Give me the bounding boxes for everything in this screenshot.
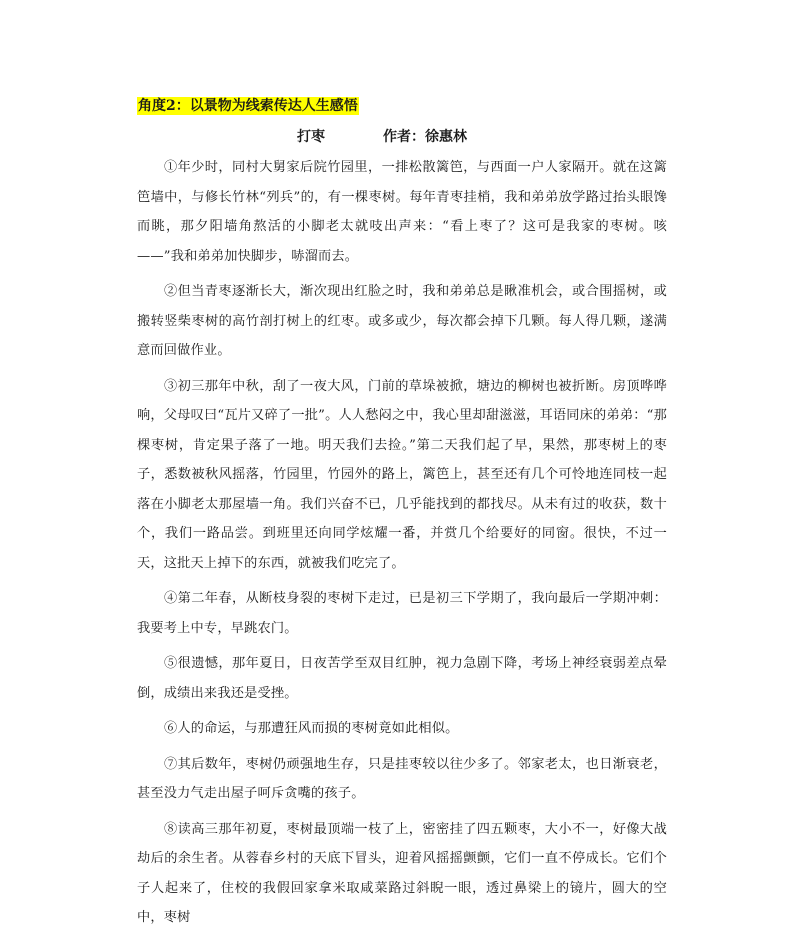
article-title: 打枣 <box>297 129 325 145</box>
paragraph: ⑦其后数年，枣树仍顽强地生存，只是挂枣较以往少多了。邻家老太，也日渐衰老，甚至没力气走出屋子呵斥贪嘴的孩子。 <box>137 756 667 801</box>
section-heading: 角度2：以景物为线索传达人生感悟 <box>138 98 358 114</box>
paragraph: ⑥人的命运，与那遭狂风而损的枣树竟如此相似。 <box>164 721 459 736</box>
article-author: 作者：徐惠林 <box>383 129 467 145</box>
paragraph: ①年少时，同村大舅家后院竹园里，一排松散篱笆，与西面一户人家隔开。就在这篱笆墙中，与修长竹林“列兵”的，有一棵枣树。每年青枣挂梢，我和弟弟放学路过抬头眼馋而眺，那夕阳墙角熬活的小脚老太就吱出声来：“看上枣了？这可是我家的枣树。咳——”我和弟弟加快脚步，哧溜而去。 <box>137 160 667 264</box>
paragraph: ⑧读高三那年初夏，枣树最顶端一枝了上，密密挂了四五颗枣，大小不一，好像大战劫后的余生者。从蓉春乡村的天底下冒头，迎着风摇摇颤颤，它们一直不停成长。它们个子人起来了，住校的我假回家拿米取咸菜路过斜睨一眼，透过鼻梁上的镜片，圆大的空中，枣树 <box>137 821 667 925</box>
paragraph: ④第二年春，从断枝身裂的枣树下走过，已是初三下学期了，我向最后一学期冲刺：我要考上中专，早跳农门。 <box>137 591 667 636</box>
article-body <box>137 153 667 939</box>
paragraph: ②但当青枣逐渐长大，渐次现出红脸之时，我和弟弟总是瞅准机会，或合围摇树，或搬转竖柴枣树的高竹剖打树上的红枣。或多或少，每次都会掉下几颗。每人得几颗，遂满意而回做作业。 <box>137 284 667 358</box>
paragraph: ⑤很遗憾，那年夏日，日夜苦学至双目红肿，视力急剧下降，考场上神经衰弱差点晕倒，成绩出来我还是受挫。 <box>137 656 667 701</box>
paragraph: ③初三那年中秋，刮了一夜大风，门前的草垛被掀，塘边的柳树也被折断。房顶哗哗响，父母叹曰“瓦片又碎了一批”。人人愁闷之中，我心里却甜滋滋，耳语同床的弟弟：“那棵枣树，肯定果子落了一地。明天我们去捡。”第二天我们起了早，果然，那枣树上的枣子，悉数被秋风摇落，竹园里，竹园外的路上，篱笆上，甚至还有几个可怜地连同枝一起落在小脚老太那屋墙一角。我们兴奋不已，几乎能找到的都找尽。从未有过的收获，数十个，我们一路品尝。到班里还向同学炫耀一番，并赏几个给要好的同窗。很快，不过一天，这批天上掉下的东西，就被我们吃完了。 <box>137 378 667 571</box>
